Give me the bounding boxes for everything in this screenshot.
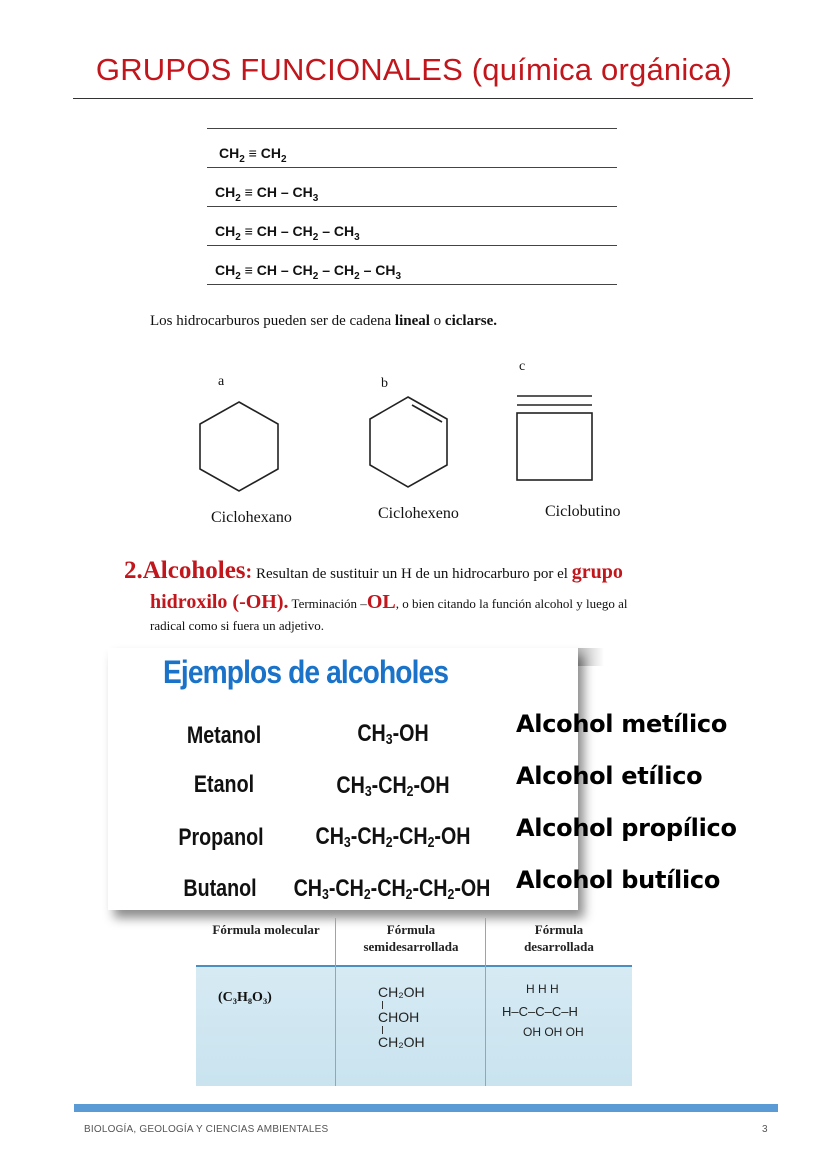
semi-line-1: CH₂OH xyxy=(378,984,425,1000)
col-header-molecular: Fórmula molecular xyxy=(212,922,320,937)
footer-text: BIOLOGÍA, GEOLOGÍA Y CIENCIAS AMBIENTALES xyxy=(84,1124,329,1135)
table-divider-2 xyxy=(485,918,486,1086)
alcohols-heading: 2.Alcoholes: Resultan de sustituir un H de un hidrocarburo por el grupo xyxy=(124,557,623,584)
cyclobutyne-structure xyxy=(510,388,600,488)
example-name-etanol: Etanol xyxy=(193,771,255,798)
page-number: 3 xyxy=(762,1124,768,1135)
example-common-etanol: Alcohol etílico xyxy=(516,762,703,790)
semi-line-2: CHOH xyxy=(378,1009,420,1025)
example-name-butanol: Butanol xyxy=(183,875,257,902)
footer-bar xyxy=(74,1104,778,1112)
example-formula-etanol: $CH_3-CH_2-OH$ xyxy=(336,772,450,800)
dev-main-chain: H–C–C–C–H xyxy=(502,1004,578,1019)
glycerol-formula-table xyxy=(196,918,632,1086)
semi-line-3: CH₂OH xyxy=(378,1034,425,1050)
title-divider xyxy=(73,98,753,99)
examples-card-shade xyxy=(578,648,604,666)
alkyne-row-1: $CH_2 \equiv CH_2$ xyxy=(207,131,617,168)
example-name-metanol: Metanol xyxy=(186,722,262,749)
example-formula-metanol: $CH_3-OH$ xyxy=(357,720,429,748)
example-common-metanol: Alcohol metílico xyxy=(516,710,728,738)
example-name-propanol: Propanol xyxy=(178,824,264,851)
example-formula-propanol: $CH_3-CH_2-CH_2-OH$ xyxy=(315,823,471,851)
alkyne-row-2: $CH_2$ ≡ CH – $CH_3$ xyxy=(207,170,617,207)
ring-letter-c: c xyxy=(519,359,526,374)
examples-title: Ejemplos de alcoholes xyxy=(163,654,449,690)
dev-bottom-oh: OH OH OH xyxy=(523,1025,584,1039)
alkyne-row-4: $CH_2$ ≡ CH – $CH_2 - CH_2 - CH_3$ xyxy=(207,248,617,285)
dev-top-h: H H H xyxy=(526,982,559,996)
cyclohexene-structure xyxy=(360,390,460,490)
page-title: GRUPOS FUNCIONALES (química orgánica) xyxy=(95,52,733,87)
example-common-butanol: Alcohol butílico xyxy=(516,866,721,894)
semi-bond-2 xyxy=(382,1026,383,1034)
alkyne-row-3: $CH_2$ ≡ CH – $CH_2 - CH_3$ xyxy=(207,209,617,246)
alkyne-table-top-rule xyxy=(207,128,617,129)
table-header-rule xyxy=(196,965,632,967)
molecular-formula: (C₃H₈O₃) xyxy=(218,990,272,1005)
ring-name-cyclobutyne: Ciclobutino xyxy=(545,503,621,520)
cyclohexane-structure xyxy=(190,395,290,495)
example-formula-butanol: $CH_3-CH_2-CH_2-CH_2-OH$ xyxy=(293,875,491,903)
chain-description: Los hidrocarburos pueden ser de cadena lineal o ciclarse. xyxy=(150,313,497,329)
ring-letter-a: a xyxy=(218,374,225,389)
example-common-propanol: Alcohol propílico xyxy=(516,814,737,842)
semi-bond-1 xyxy=(382,1001,383,1009)
col-header-semi: Fórmula semidesarrollada xyxy=(363,922,459,954)
table-divider-1 xyxy=(335,918,336,1086)
col-header-dev: Fórmula desarrollada xyxy=(524,922,594,954)
ring-name-cyclohexane: Ciclohexano xyxy=(211,509,292,526)
alcohols-definition-cont: radical como si fuera un adjetivo. xyxy=(150,618,324,633)
ring-letter-b: b xyxy=(381,376,388,391)
alcohols-definition: hidroxilo (-OH). Terminación –OL, o bien citando la función alcohol y luego al xyxy=(150,591,628,613)
ring-name-cyclohexene: Ciclohexeno xyxy=(378,505,459,522)
